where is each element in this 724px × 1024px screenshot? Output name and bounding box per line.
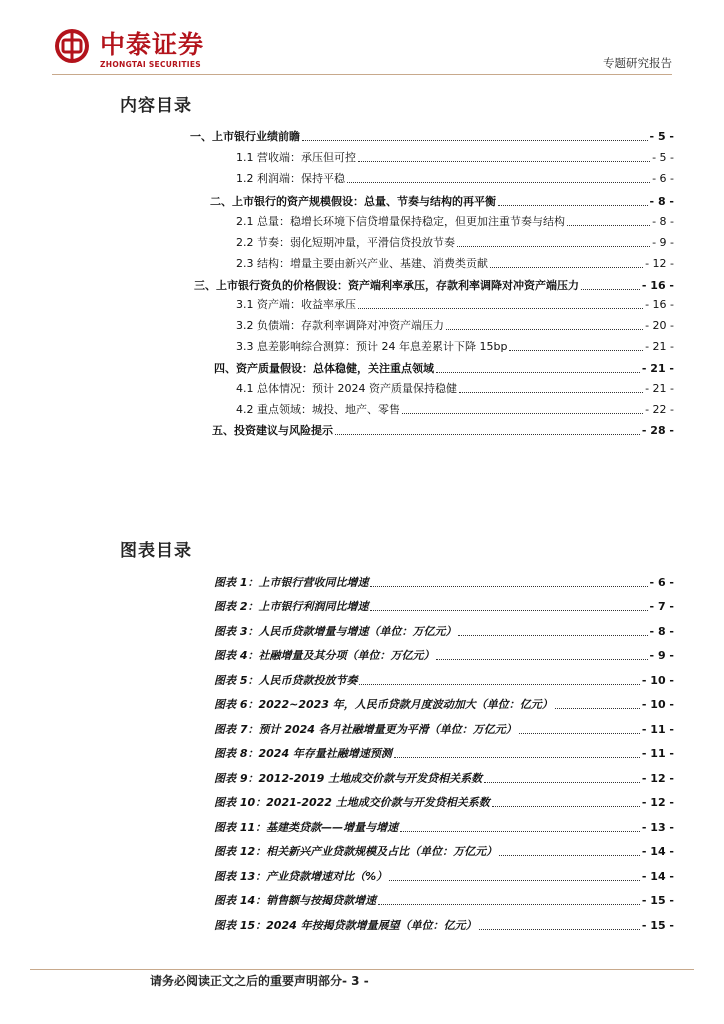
figure-entry-label: 图表 11：基建类贷款——增量与增速	[214, 821, 399, 834]
figure-entry-page: - 15 -	[641, 894, 674, 907]
dot-leader	[358, 308, 643, 309]
toc-entry-label: 2.3 结构：增量主要由新兴产业、基建、消费类贡献	[236, 257, 488, 270]
footer-disclaimer: 请务必阅读正文之后的重要声明部分	[150, 974, 343, 988]
figure-entry[interactable]	[214, 647, 674, 663]
figure-entry-label: 图表 8：2024 年存量社融增速预测	[214, 747, 392, 760]
dot-leader	[498, 205, 648, 206]
figure-entry-page: - 7 -	[649, 600, 674, 613]
toc-entry-label: 1.2 利润端：保持平稳	[236, 172, 345, 185]
figure-entry[interactable]	[214, 721, 674, 737]
figure-entry-page: - 10 -	[641, 674, 674, 687]
toc-entry-page: - 12 -	[645, 257, 674, 270]
toc-entry-label: 2.2 节奏：弱化短期冲量，平滑信贷投放节奏	[236, 236, 455, 249]
footer-page-number: - 3 -	[342, 974, 369, 988]
toc-entry[interactable]	[236, 296, 674, 312]
dot-leader	[555, 708, 640, 709]
toc-entry-label: 4.2 重点领域：城投、地产、零售	[236, 403, 400, 416]
dot-leader	[436, 372, 640, 373]
dot-leader	[359, 684, 639, 685]
dot-leader	[567, 225, 650, 226]
dot-leader	[499, 855, 640, 856]
toc-entry[interactable]	[236, 338, 674, 354]
toc-entry-page: - 8 -	[649, 195, 674, 208]
dot-leader	[400, 831, 640, 832]
dot-leader	[302, 140, 648, 141]
toc-title: 内容目录	[120, 96, 192, 116]
zhongtai-logo-icon	[54, 28, 90, 64]
toc-entry-label: 3.2 负债端：存款利率调降对冲资产端压力	[236, 319, 444, 332]
toc-entry[interactable]	[236, 234, 674, 250]
figure-entry[interactable]	[214, 574, 674, 590]
toc-entry-label: 4.1 总体情况：预计 2024 资产质量保持稳健	[236, 382, 457, 395]
toc-entry[interactable]	[194, 277, 674, 293]
toc-entry-label: 四、资产质量假设：总体稳健，关注重点领域	[214, 362, 434, 375]
toc-entry-label: 五、投资建议与风险提示	[212, 424, 333, 437]
toc-entry-page: - 16 -	[645, 298, 674, 311]
figure-entry[interactable]	[214, 917, 674, 933]
toc-entry-page: - 21 -	[645, 340, 674, 353]
dot-leader	[370, 610, 647, 611]
figure-entry[interactable]	[214, 819, 674, 835]
figure-entry-label: 图表 13：产业贷款增速对比（%）	[214, 870, 388, 883]
dot-leader	[436, 659, 647, 660]
figure-entry[interactable]	[214, 770, 674, 786]
toc-entry-label: 1.1 营收端：承压但可控	[236, 151, 356, 164]
dot-leader	[446, 329, 643, 330]
toc-entry[interactable]	[236, 380, 674, 396]
toc-entry-label: 一、上市银行业绩前瞻	[190, 130, 300, 143]
figure-entry-label: 图表 14：销售额与按揭贷款增速	[214, 894, 377, 907]
figure-entry-page: - 13 -	[641, 821, 674, 834]
toc-entry-label: 3.3 息差影响综合测算：预计 24 年息差累计下降 15bp	[236, 340, 508, 353]
toc-entry-label: 2.1 总量：稳增长环境下信贷增量保持稳定，但更加注重节奏与结构	[236, 215, 565, 228]
toc-entry[interactable]	[214, 360, 674, 376]
company-name-en: ZHONGTAI SECURITIES	[100, 60, 201, 69]
figure-entry-label: 图表 15：2024 年按揭贷款增量展望（单位：亿元）	[214, 919, 477, 932]
footer	[150, 974, 369, 989]
figure-entry-page: - 14 -	[641, 870, 674, 883]
figure-entry[interactable]	[214, 794, 674, 810]
figure-entry-label: 图表 1：上市银行营收同比增速	[214, 576, 369, 589]
toc-entry-page: - 21 -	[645, 382, 674, 395]
figure-entry[interactable]	[214, 696, 674, 712]
figure-entry-page: - 6 -	[649, 576, 674, 589]
toc-entry[interactable]	[236, 149, 674, 165]
figure-entry[interactable]	[214, 745, 674, 761]
toc-entry[interactable]	[190, 128, 674, 144]
company-name-cn: 中泰证券	[100, 30, 205, 59]
figure-entry[interactable]	[214, 623, 674, 639]
dot-leader	[484, 782, 640, 783]
figure-entry-label: 图表 2：上市银行利润同比增速	[214, 600, 369, 613]
figure-entry-page: - 11 -	[641, 747, 674, 760]
report-type: 专题研究报告	[603, 56, 672, 70]
figure-entry-page: - 14 -	[641, 845, 674, 858]
figure-entry-page: - 12 -	[641, 796, 674, 809]
dot-leader	[335, 434, 640, 435]
figure-entry-label: 图表 4：社融增量及其分项（单位：万亿元）	[214, 649, 435, 662]
dot-leader	[479, 929, 640, 930]
dot-leader	[459, 392, 643, 393]
dot-leader	[519, 733, 640, 734]
figure-entry-label: 图表 7：预计 2024 各月社融增量更为平滑（单位：万亿元）	[214, 723, 517, 736]
figure-entry[interactable]	[214, 843, 674, 859]
dot-leader	[402, 413, 643, 414]
figure-entry-page: - 12 -	[641, 772, 674, 785]
toc-entry-page: - 20 -	[645, 319, 674, 332]
footer-divider	[30, 969, 694, 970]
dot-leader	[458, 635, 647, 636]
toc-entry[interactable]	[236, 317, 674, 333]
toc-entry-label: 三、上市银行资负的价格假设：资产端利率承压，存款利率调降对冲资产端压力	[194, 279, 579, 292]
toc-entry[interactable]	[236, 255, 674, 271]
figure-entry[interactable]	[214, 598, 674, 614]
dot-leader	[389, 880, 640, 881]
figure-entry-label: 图表 3：人民币贷款增量与增速（单位：万亿元）	[214, 625, 457, 638]
figure-entry[interactable]	[214, 892, 674, 908]
dot-leader	[457, 246, 650, 247]
figure-entry-page: - 11 -	[641, 723, 674, 736]
dot-leader	[394, 757, 640, 758]
dot-leader	[581, 289, 640, 290]
figure-entry-label: 图表 5：人民币贷款投放节奏	[214, 674, 358, 687]
figure-entry[interactable]	[214, 868, 674, 884]
dot-leader	[492, 806, 640, 807]
figure-entry-label: 图表 6：2022~2023 年，人民币贷款月度波动加大（单位：亿元）	[214, 698, 553, 711]
dot-leader	[490, 267, 643, 268]
toc-entry-page: - 9 -	[652, 236, 674, 249]
figures-title: 图表目录	[120, 541, 192, 561]
toc-entry[interactable]	[236, 213, 674, 229]
toc-entry[interactable]	[236, 170, 674, 186]
toc-entry-page: - 21 -	[641, 362, 674, 375]
figure-entry-label: 图表 10：2021-2022 土地成交价款与开发贷相关系数	[214, 796, 490, 809]
toc-entry-label: 二、上市银行的资产规模假设：总量、节奏与结构的再平衡	[210, 195, 496, 208]
toc-entry[interactable]	[212, 422, 674, 438]
toc-entry-page: - 8 -	[652, 215, 674, 228]
toc-entry-page: - 5 -	[649, 130, 674, 143]
figure-entry-label: 图表 12：相关新兴产业贷款规模及占比（单位：万亿元）	[214, 845, 498, 858]
dot-leader	[509, 350, 643, 351]
toc-entry-page: - 22 -	[645, 403, 674, 416]
toc-entry-page: - 6 -	[652, 172, 674, 185]
figure-entry[interactable]	[214, 672, 674, 688]
dot-leader	[370, 586, 647, 587]
figure-entry-page: - 15 -	[641, 919, 674, 932]
toc-entry-page: - 16 -	[641, 279, 674, 292]
figure-entry-page: - 8 -	[649, 625, 674, 638]
toc-entry-page: - 28 -	[641, 424, 674, 437]
figure-entry-label: 图表 9：2012-2019 土地成交价款与开发贷相关系数	[214, 772, 483, 785]
header-divider	[52, 74, 672, 75]
figure-entry-page: - 10 -	[641, 698, 674, 711]
toc-entry-page: - 5 -	[652, 151, 674, 164]
dot-leader	[347, 182, 650, 183]
toc-entry[interactable]	[236, 401, 674, 417]
toc-entry-label: 3.1 资产端：收益率承压	[236, 298, 356, 311]
figure-entry-page: - 9 -	[649, 649, 674, 662]
dot-leader	[378, 904, 640, 905]
dot-leader	[358, 161, 650, 162]
toc-entry[interactable]	[210, 193, 674, 209]
